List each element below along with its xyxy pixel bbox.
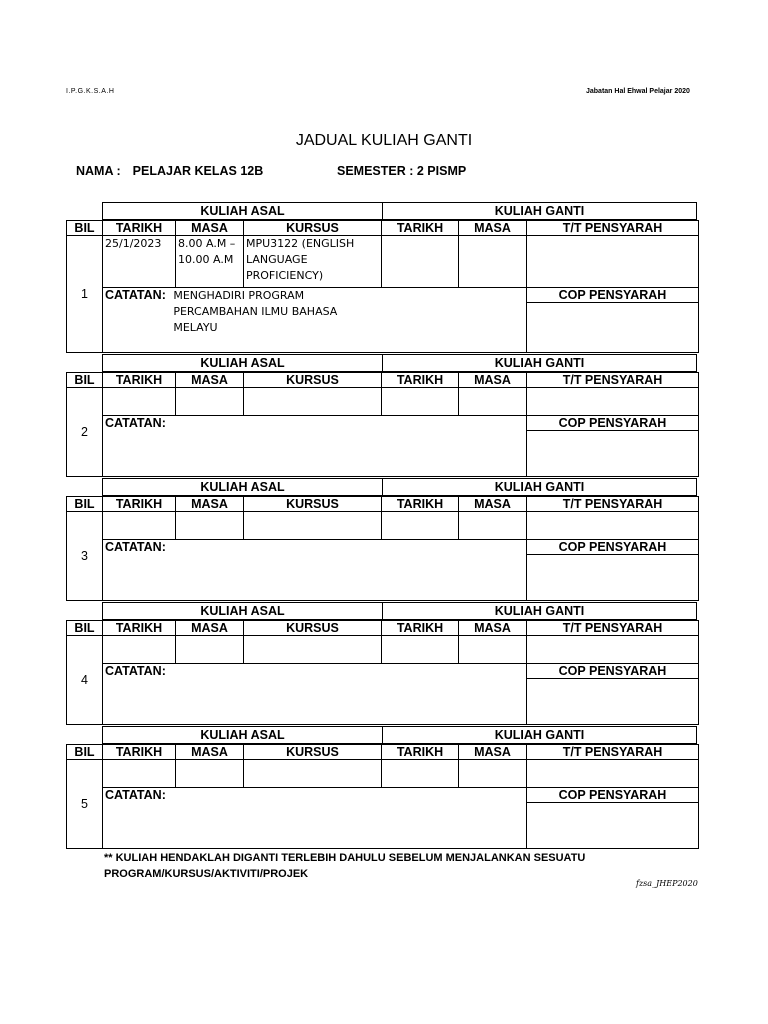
column-header-row	[67, 621, 699, 636]
masa-ganti-cell[interactable]	[459, 512, 527, 540]
name-label: NAMA :	[76, 164, 121, 178]
catatan-cell[interactable]	[103, 540, 527, 601]
tarikh-ganti-cell[interactable]	[382, 236, 459, 288]
schedule-table	[66, 220, 699, 353]
kuliah-ganti-heading: KULIAH GANTI	[494, 204, 585, 218]
col-masa-ganti: MASA	[459, 497, 527, 512]
masa-cell[interactable]	[176, 388, 244, 416]
col-bil: BIL	[67, 373, 103, 388]
tarikh-cell[interactable]	[103, 760, 176, 788]
col-kursus: KURSUS	[244, 373, 382, 388]
masa-ganti-cell[interactable]	[459, 388, 527, 416]
col-masa: MASA	[176, 621, 244, 636]
col-tarikh: TARIKH	[103, 621, 176, 636]
institution-code: I.P.G.K.S.A.H	[66, 88, 115, 95]
kuliah-asal-heading: KULIAH ASAL	[103, 203, 383, 219]
department-name: Jabatan Hal Ehwal Pelajar 2020	[586, 88, 690, 95]
col-masa-ganti: MASA	[459, 621, 527, 636]
col-tt-pensyarah: T/T PENSYARAH	[527, 621, 699, 636]
tarikh-cell[interactable]	[103, 636, 176, 664]
catatan-label: CATATAN:	[105, 540, 166, 554]
catatan-row	[67, 416, 699, 431]
table-row	[67, 236, 699, 288]
cop-pensyarah-cell[interactable]	[527, 431, 699, 477]
col-tarikh-ganti: TARIKH	[382, 221, 459, 236]
catatan-cell[interactable]	[103, 664, 527, 725]
cop-pensyarah-label: COP PENSYARAH	[527, 664, 699, 679]
catatan-row	[67, 288, 699, 303]
col-bil: BIL	[67, 221, 103, 236]
col-tarikh-ganti: TARIKH	[382, 373, 459, 388]
tarikh-ganti-cell[interactable]	[382, 512, 459, 540]
cop-pensyarah-label: COP PENSYARAH	[527, 788, 699, 803]
name-value: PELAJAR KELAS 12B	[132, 164, 264, 178]
column-header-row	[67, 221, 699, 236]
col-bil: BIL	[67, 621, 103, 636]
schedule-table	[66, 372, 699, 477]
schedule-table	[66, 744, 699, 849]
tarikh-ganti-cell[interactable]	[382, 636, 459, 664]
cop-pensyarah-label: COP PENSYARAH	[527, 540, 699, 555]
catatan-row	[67, 788, 699, 803]
tt-pensyarah-cell[interactable]	[527, 760, 699, 788]
col-tarikh: TARIKH	[103, 373, 176, 388]
masa-cell[interactable]	[176, 760, 244, 788]
col-tt-pensyarah: T/T PENSYARAH	[527, 745, 699, 760]
tt-pensyarah-cell[interactable]	[527, 236, 699, 288]
schedule-table	[66, 496, 699, 601]
catatan-row	[67, 540, 699, 555]
masa-cell[interactable]	[176, 512, 244, 540]
catatan-label: CATATAN:	[105, 288, 166, 302]
row-number: 2	[67, 388, 103, 477]
col-masa-ganti: MASA	[459, 221, 527, 236]
row-number: 5	[67, 760, 103, 849]
catatan-label: CATATAN:	[105, 664, 166, 678]
section-header-bar	[102, 602, 697, 620]
catatan-cell[interactable]	[103, 788, 527, 849]
kuliah-asal-heading: KULIAH ASAL	[103, 727, 383, 743]
tt-pensyarah-cell[interactable]	[527, 636, 699, 664]
kursus-cell[interactable]	[244, 760, 382, 788]
row-number: 3	[67, 512, 103, 601]
col-masa: MASA	[176, 373, 244, 388]
col-tt-pensyarah: T/T PENSYARAH	[527, 221, 699, 236]
col-masa: MASA	[176, 497, 244, 512]
kuliah-ganti-heading: KULIAH GANTI	[494, 728, 585, 742]
table-row	[67, 512, 699, 540]
masa-ganti-cell[interactable]	[459, 236, 527, 288]
col-tarikh: TARIKH	[103, 745, 176, 760]
catatan-label: CATATAN:	[105, 788, 166, 802]
tarikh-ganti-cell[interactable]	[382, 760, 459, 788]
masa-cell[interactable]	[176, 636, 244, 664]
tarikh-cell[interactable]	[103, 512, 176, 540]
col-tarikh-ganti: TARIKH	[382, 621, 459, 636]
kuliah-asal-heading: KULIAH ASAL	[103, 479, 383, 495]
kursus-cell[interactable]	[244, 636, 382, 664]
tarikh-ganti-cell[interactable]	[382, 388, 459, 416]
table-row	[67, 388, 699, 416]
section-header-bar	[102, 202, 697, 220]
kursus-cell[interactable]	[244, 388, 382, 416]
tt-pensyarah-cell[interactable]	[527, 512, 699, 540]
col-tarikh-ganti: TARIKH	[382, 497, 459, 512]
page-title: JADUAL KULIAH GANTI	[295, 132, 473, 149]
col-kursus: KURSUS	[244, 621, 382, 636]
masa-cell[interactable]: 8.00 A.M – 10.00 A.M	[176, 236, 244, 288]
masa-ganti-cell[interactable]	[459, 760, 527, 788]
col-kursus: KURSUS	[244, 221, 382, 236]
col-tarikh: TARIKH	[103, 221, 176, 236]
kuliah-ganti-heading: KULIAH GANTI	[494, 356, 585, 370]
col-masa-ganti: MASA	[459, 745, 527, 760]
catatan-cell[interactable]	[103, 288, 527, 353]
col-tarikh-ganti: TARIKH	[382, 745, 459, 760]
column-header-row	[67, 373, 699, 388]
col-kursus: KURSUS	[244, 745, 382, 760]
section-header-bar	[102, 478, 697, 496]
cop-pensyarah-cell[interactable]	[527, 679, 699, 725]
catatan-row	[67, 664, 699, 679]
column-header-row	[67, 497, 699, 512]
section-header-bar	[102, 726, 697, 744]
col-kursus: KURSUS	[244, 497, 382, 512]
col-masa: MASA	[176, 745, 244, 760]
catatan-label: CATATAN:	[105, 416, 166, 430]
catatan-text: MENGHADIRI PROGRAM PERCAMBAHAN ILMU BAHASA MELAYU	[173, 289, 338, 334]
col-tarikh: TARIKH	[103, 497, 176, 512]
schedule-table	[66, 620, 699, 725]
kursus-cell[interactable]	[244, 512, 382, 540]
cop-pensyarah-cell[interactable]	[527, 803, 699, 849]
col-tt-pensyarah: T/T PENSYARAH	[527, 497, 699, 512]
masa-ganti-cell[interactable]	[459, 636, 527, 664]
section-header-bar	[102, 354, 697, 372]
column-header-row	[67, 745, 699, 760]
kuliah-ganti-heading: KULIAH GANTI	[494, 480, 585, 494]
col-masa: MASA	[176, 221, 244, 236]
row-number: 4	[67, 636, 103, 725]
kuliah-ganti-heading: KULIAH GANTI	[494, 604, 585, 618]
col-tt-pensyarah: T/T PENSYARAH	[527, 373, 699, 388]
kuliah-asal-heading: KULIAH ASAL	[103, 355, 383, 371]
name-field	[76, 164, 263, 178]
kuliah-asal-heading: KULIAH ASAL	[103, 603, 383, 619]
kursus-cell[interactable]: MPU3122 (ENGLISH LANGUAGE PROFICIENCY)	[244, 236, 382, 288]
col-bil: BIL	[67, 497, 103, 512]
col-bil: BIL	[67, 745, 103, 760]
cop-pensyarah-cell[interactable]	[527, 555, 699, 601]
col-masa-ganti: MASA	[459, 373, 527, 388]
tarikh-cell[interactable]	[103, 388, 176, 416]
catatan-cell[interactable]	[103, 416, 527, 477]
cop-pensyarah-cell[interactable]	[527, 303, 699, 353]
tt-pensyarah-cell[interactable]	[527, 388, 699, 416]
semester-field: SEMESTER : 2 PISMP	[337, 164, 467, 178]
signature-code: fzsa_JHEP2020	[636, 879, 698, 888]
table-row	[67, 760, 699, 788]
cop-pensyarah-label: COP PENSYARAH	[527, 288, 699, 303]
cop-pensyarah-label: COP PENSYARAH	[527, 416, 699, 431]
table-row	[67, 636, 699, 664]
footer-note: ** KULIAH HENDAKLAH DIGANTI TERLEBIH DAHULU SEBELUM MENJALANKAN SESUATU PROGRAM/KURSUS/AKTIVITI/PROJEK	[104, 852, 586, 880]
tarikh-cell[interactable]: 25/1/2023	[103, 236, 176, 288]
row-number: 1	[67, 236, 103, 353]
